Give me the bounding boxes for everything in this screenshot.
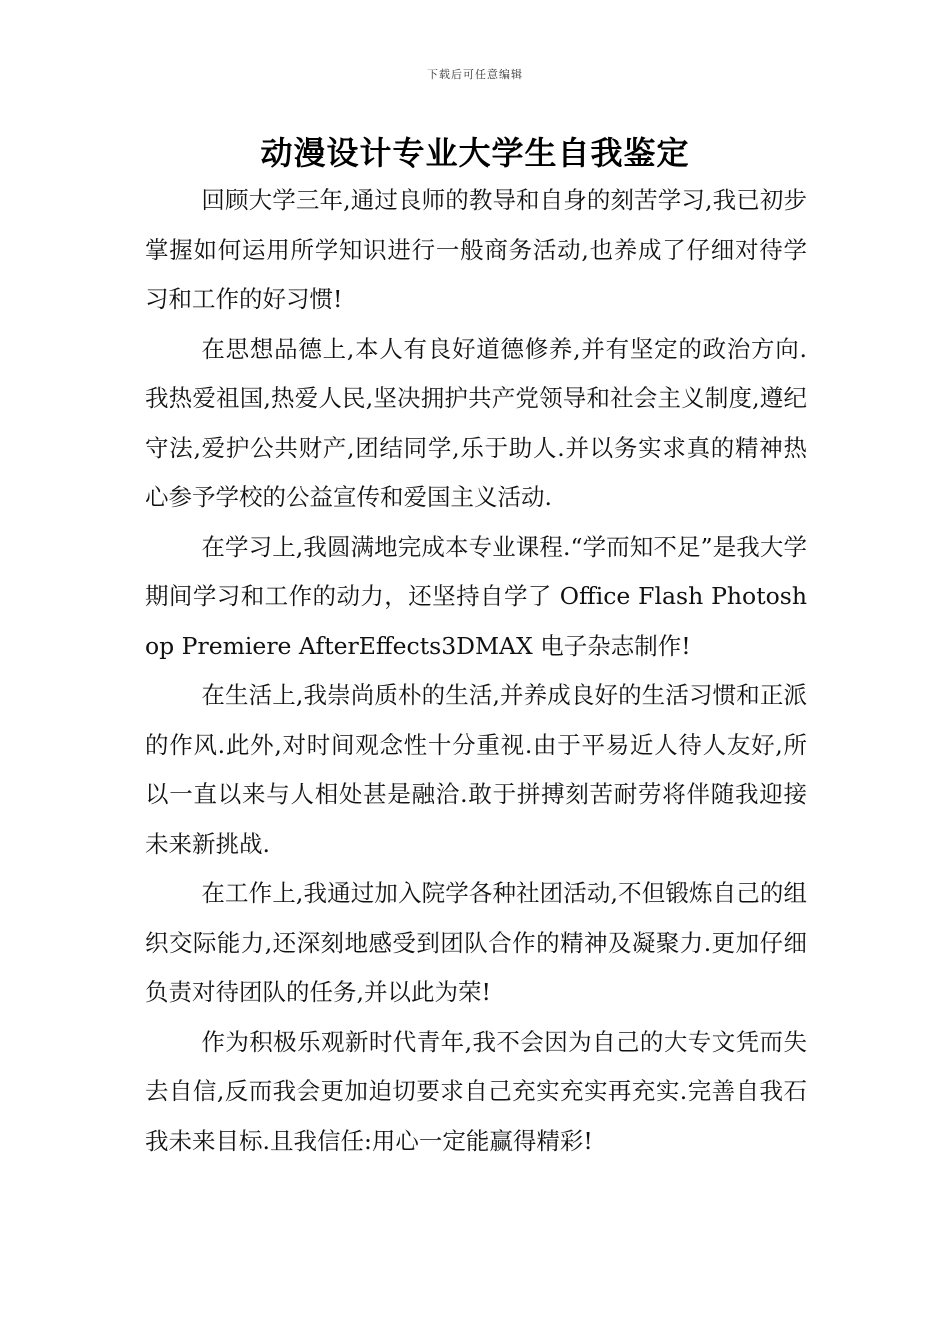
header-note: 下载后可任意编辑 [427, 68, 523, 81]
document-body [145, 176, 807, 1166]
paragraph-review: 回顾大学三年,通过良师的教导和自身的刻苦学习,我已初步掌握如何运用所学知识进行一般商务活动,也养成了仔细对待学习和工作的好习惯! [145, 186, 807, 313]
paragraph-morality: 在思想品德上,本人有良好道德修养,并有坚定的政治方向.我热爱祖国,热爱人民,坚决拥护共产党领导和社会主义制度,遵纪守法,爱护公共财产,团结同学,乐于助人.并以务实求真的精神热心参予学校的公益宣传和爱国主义活动. [145, 334, 807, 511]
paragraph-study: 在学习上,我圆满地完成本专业课程.“学而知不足”是我大学期间学习和工作的动力，还坚持自学了 Office Flash Photoshop Premiere AfterEffects3DMAX 电子杂志制作! [145, 532, 807, 660]
document-title: 动漫设计专业大学生自我鉴定 [260, 134, 690, 172]
paragraph-work: 在工作上,我通过加入院学各种社团活动,不但锻炼自己的组织交际能力,还深刻地感受到团队合作的精神及凝聚力.更加仔细负责对待团队的任务,并以此为荣! [145, 879, 807, 1006]
paragraph-conclusion: 作为积极乐观新时代青年,我不会因为自己的大专文凭而失去自信,反而我会更加迫切要求自己充实充实再充实.完善自我石我未来目标.且我信任:用心一定能赢得精彩! [145, 1027, 807, 1155]
paragraph-life: 在生活上,我崇尚质朴的生活,并养成良好的生活习惯和正派的作风.此外,对时间观念性十分重视.由于平易近人待人友好,所以一直以来与人相处甚是融洽.敢于拼搏刻苦耐劳将伴随我迎接未来新挑战. [145, 681, 807, 858]
